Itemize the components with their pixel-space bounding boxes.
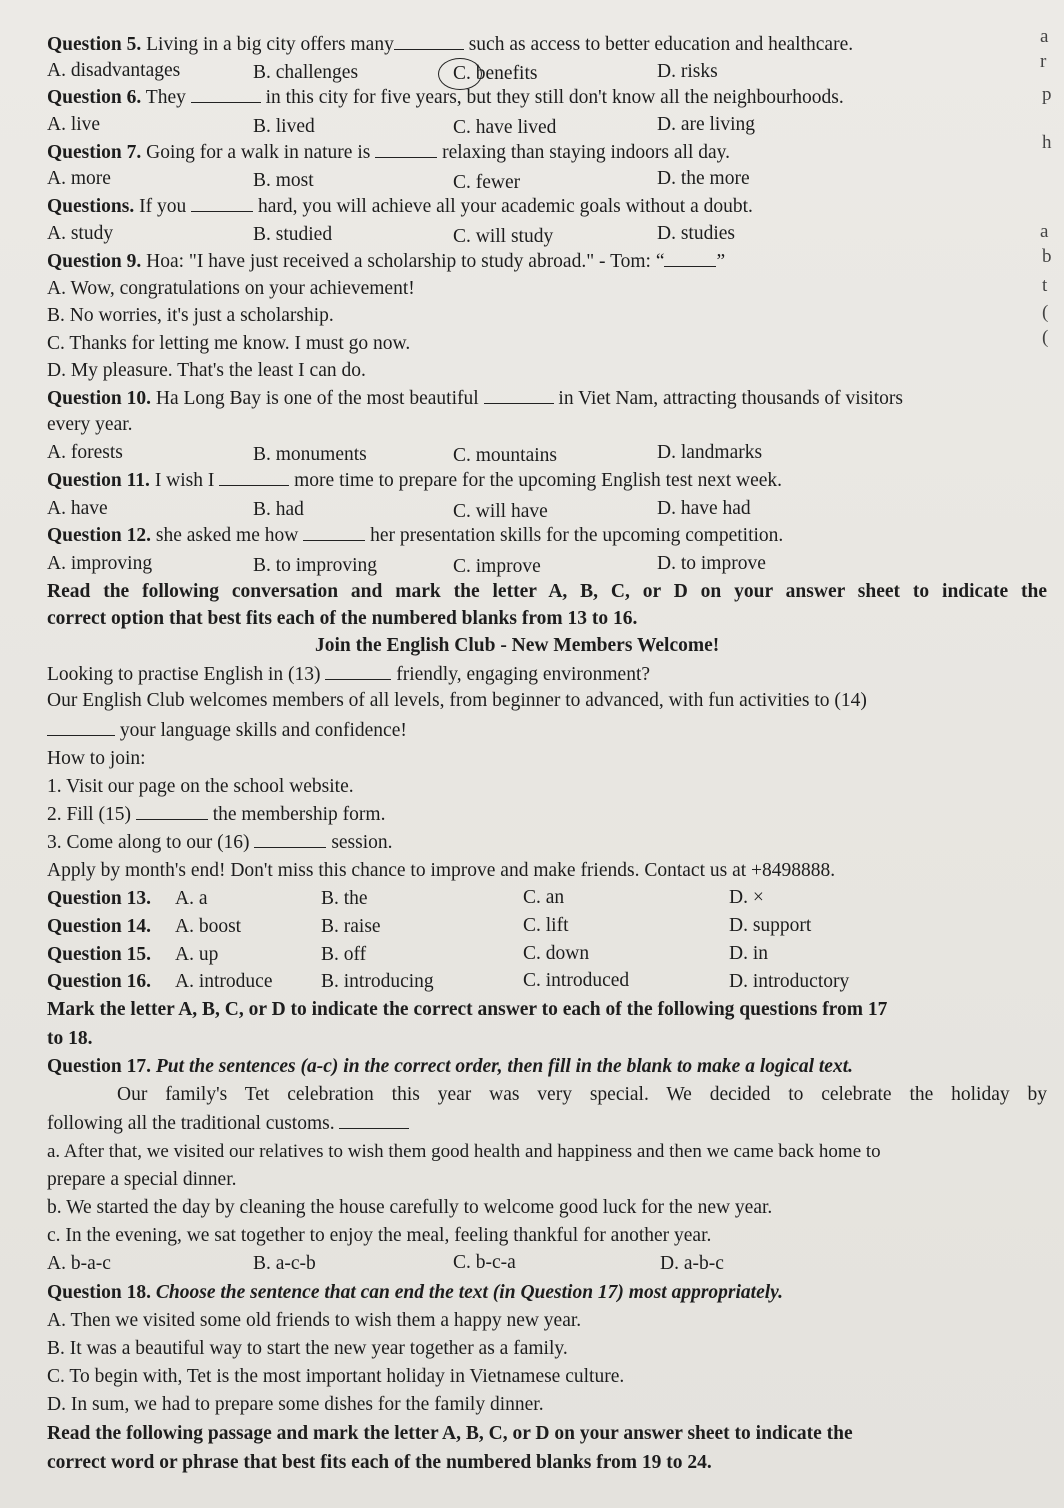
option-d: D. the more bbox=[657, 168, 750, 189]
instruction-17-18-continued: to 18. bbox=[47, 1028, 93, 1049]
question-11: Question 11. I wish I more time to prepare for the upcoming English test next week. bbox=[47, 470, 783, 491]
option-b: B. a-c-b bbox=[253, 1253, 316, 1274]
option-b: B. It was a beautiful way to start the new year together as a family. bbox=[47, 1338, 568, 1359]
instruction-13-16: Read the following conversation and mark the letter A, B, C, or D on your answer sheet to indicate the bbox=[47, 581, 1047, 602]
option-c: C. To begin with, Tet is the most important holiday in Vietnamese culture. bbox=[47, 1366, 625, 1387]
ad-line: 3. Come along to our (16) session. bbox=[47, 832, 393, 853]
option-a: A. boost bbox=[175, 916, 242, 937]
option-a: A. forests bbox=[47, 442, 123, 463]
edge-fragment: r bbox=[1040, 51, 1047, 72]
option-b: B. studied bbox=[253, 224, 333, 245]
ad-line: Our English Club welcomes members of all levels, from beginner to advanced, with fun activities to (14) bbox=[47, 690, 867, 711]
option-d: D. risks bbox=[657, 61, 718, 82]
q17-sentence-a-continued: prepare a special dinner. bbox=[47, 1169, 237, 1190]
option-d: D. are living bbox=[657, 114, 756, 135]
option-d: D. support bbox=[729, 915, 812, 936]
question-17: Question 17. Put the sentences (a-c) in the correct order, then fill in the blank to make a logical text. bbox=[47, 1056, 853, 1077]
ad-line: 2. Fill (15) the membership form. bbox=[47, 804, 386, 825]
option-b: B. had bbox=[253, 499, 304, 520]
option-c: C. will have bbox=[453, 501, 548, 522]
option-a: A. b-a-c bbox=[47, 1253, 111, 1274]
option-d: D. a-b-c bbox=[660, 1253, 724, 1274]
option-d: D. landmarks bbox=[657, 442, 763, 463]
question-7: Question 7. Going for a walk in nature is relaxing than staying indoors all day. bbox=[47, 142, 731, 163]
edge-fragment: a bbox=[1040, 26, 1049, 47]
edge-fragment: h bbox=[1042, 132, 1052, 153]
option-d: D. My pleasure. That's the least I can do. bbox=[47, 360, 366, 381]
option-d: D. In sum, we had to prepare some dishes for the family dinner. bbox=[47, 1394, 544, 1415]
option-d: D. to improve bbox=[657, 553, 766, 574]
option-a: A. a bbox=[175, 888, 208, 909]
option-a: A. live bbox=[47, 114, 101, 135]
option-b: B. off bbox=[321, 944, 367, 965]
q17-paragraph: Our family's Tet celebration this year was very special. We decided to celebrate the holiday by bbox=[117, 1084, 1047, 1105]
option-b: B. challenges bbox=[253, 62, 359, 83]
option-a: A. more bbox=[47, 168, 111, 189]
option-c: C. down bbox=[523, 943, 590, 964]
edge-fragment: b bbox=[1042, 246, 1052, 267]
option-c: C. an bbox=[523, 887, 565, 908]
option-b: B. introducing bbox=[321, 971, 434, 992]
question-10-continued: every year. bbox=[47, 414, 133, 435]
option-a: A. disadvantages bbox=[47, 60, 181, 81]
ad-line: Apply by month's end! Don't miss this chance to improve and make friends. Contact us at +8498888. bbox=[47, 860, 836, 881]
option-c: C. introduced bbox=[523, 970, 630, 991]
option-c: C. benefits bbox=[453, 63, 538, 84]
question-18: Question 18. Choose the sentence that can end the text (in Question 17) most appropriately. bbox=[47, 1282, 783, 1303]
question-8: Questions. If you hard, you will achieve all your academic goals without a doubt. bbox=[47, 196, 753, 217]
question-5: Question 5. Living in a big city offers many such as access to better education and healthcare. bbox=[47, 34, 854, 55]
option-d: D. have had bbox=[657, 498, 751, 519]
q17-sentence-c: c. In the evening, we sat together to enjoy the meal, feeling thankful for another year. bbox=[47, 1225, 712, 1246]
option-c: C. have lived bbox=[453, 117, 557, 138]
option-b: B. No worries, it's just a scholarship. bbox=[47, 305, 334, 326]
ad-line: How to join: bbox=[47, 748, 146, 769]
q17-sentence-b: b. We started the day by cleaning the house carefully to welcome good luck for the new year. bbox=[47, 1197, 773, 1218]
option-d: D. introductory bbox=[729, 971, 850, 992]
question-12: Question 12. she asked me how her presentation skills for the upcoming competition. bbox=[47, 525, 784, 546]
edge-fragment: ( bbox=[1042, 327, 1049, 348]
option-b: B. most bbox=[253, 170, 314, 191]
option-c: C. b-c-a bbox=[453, 1252, 516, 1273]
option-b: B. the bbox=[321, 888, 368, 909]
instruction-19-24: Read the following passage and mark the letter A, B, C, or D on your answer sheet to indicate the bbox=[47, 1423, 853, 1444]
option-b: B. lived bbox=[253, 116, 315, 137]
ad-title: Join the English Club - New Members Welcome! bbox=[315, 635, 720, 656]
question-15-label: Question 15. bbox=[47, 944, 152, 965]
edge-fragment: t bbox=[1042, 275, 1048, 296]
question-9: Question 9. Hoa: "I have just received a scholarship to study abroad." - Tom: “ ” bbox=[47, 251, 726, 272]
option-c: C. will study bbox=[453, 226, 554, 247]
option-d: D. studies bbox=[657, 223, 735, 244]
question-14-label: Question 14. bbox=[47, 916, 152, 937]
option-a: A. improving bbox=[47, 553, 153, 574]
option-b: B. to improving bbox=[253, 555, 378, 576]
edge-fragment: ( bbox=[1042, 302, 1049, 323]
q17-paragraph-continued: following all the traditional customs. bbox=[47, 1112, 409, 1136]
option-c: C. fewer bbox=[453, 172, 521, 193]
question-10: Question 10. Ha Long Bay is one of the most beautiful in Viet Nam, attracting thousands of visitors bbox=[47, 388, 903, 409]
option-d: D. × bbox=[729, 887, 764, 908]
edge-fragment: p bbox=[1042, 84, 1052, 105]
instruction-13-16-continued: correct option that best fits each of the numbered blanks from 13 to 16. bbox=[47, 608, 638, 629]
option-b: B. raise bbox=[321, 916, 381, 937]
instruction-17-18: Mark the letter A, B, C, or D to indicate the correct answer to each of the following questions from 17 bbox=[47, 999, 888, 1020]
edge-fragment: a bbox=[1040, 221, 1049, 242]
ad-line: 1. Visit our page on the school website. bbox=[47, 776, 354, 797]
option-a: A. study bbox=[47, 223, 114, 244]
instruction-19-24-continued: correct word or phrase that best fits each of the numbered blanks from 19 to 24. bbox=[47, 1452, 712, 1473]
option-a: A. Then we visited some old friends to wish them a happy new year. bbox=[47, 1310, 582, 1331]
option-d: D. in bbox=[729, 943, 768, 964]
option-c: C. improve bbox=[453, 556, 541, 577]
option-a: A. introduce bbox=[175, 971, 273, 992]
option-c: C. lift bbox=[523, 915, 569, 936]
question-16-label: Question 16. bbox=[47, 971, 152, 992]
question-6: Question 6. They in this city for five years, but they still don't know all the neighbourhoods. bbox=[47, 87, 844, 108]
q17-sentence-a: a. After that, we visited our relatives to wish them good health and happiness and then we came back home to bbox=[47, 1141, 881, 1162]
ad-line: your language skills and confidence! bbox=[47, 719, 407, 743]
option-a: A. Wow, congratulations on your achievement! bbox=[47, 278, 415, 299]
option-b: B. monuments bbox=[253, 444, 367, 465]
option-c: C. mountains bbox=[453, 445, 558, 466]
option-c: C. Thanks for letting me know. I must go now. bbox=[47, 333, 411, 354]
ad-line: Looking to practise English in (13) friendly, engaging environment? bbox=[47, 664, 651, 685]
option-a: A. up bbox=[175, 944, 219, 965]
question-13-label: Question 13. bbox=[47, 888, 152, 909]
option-a: A. have bbox=[47, 498, 108, 519]
